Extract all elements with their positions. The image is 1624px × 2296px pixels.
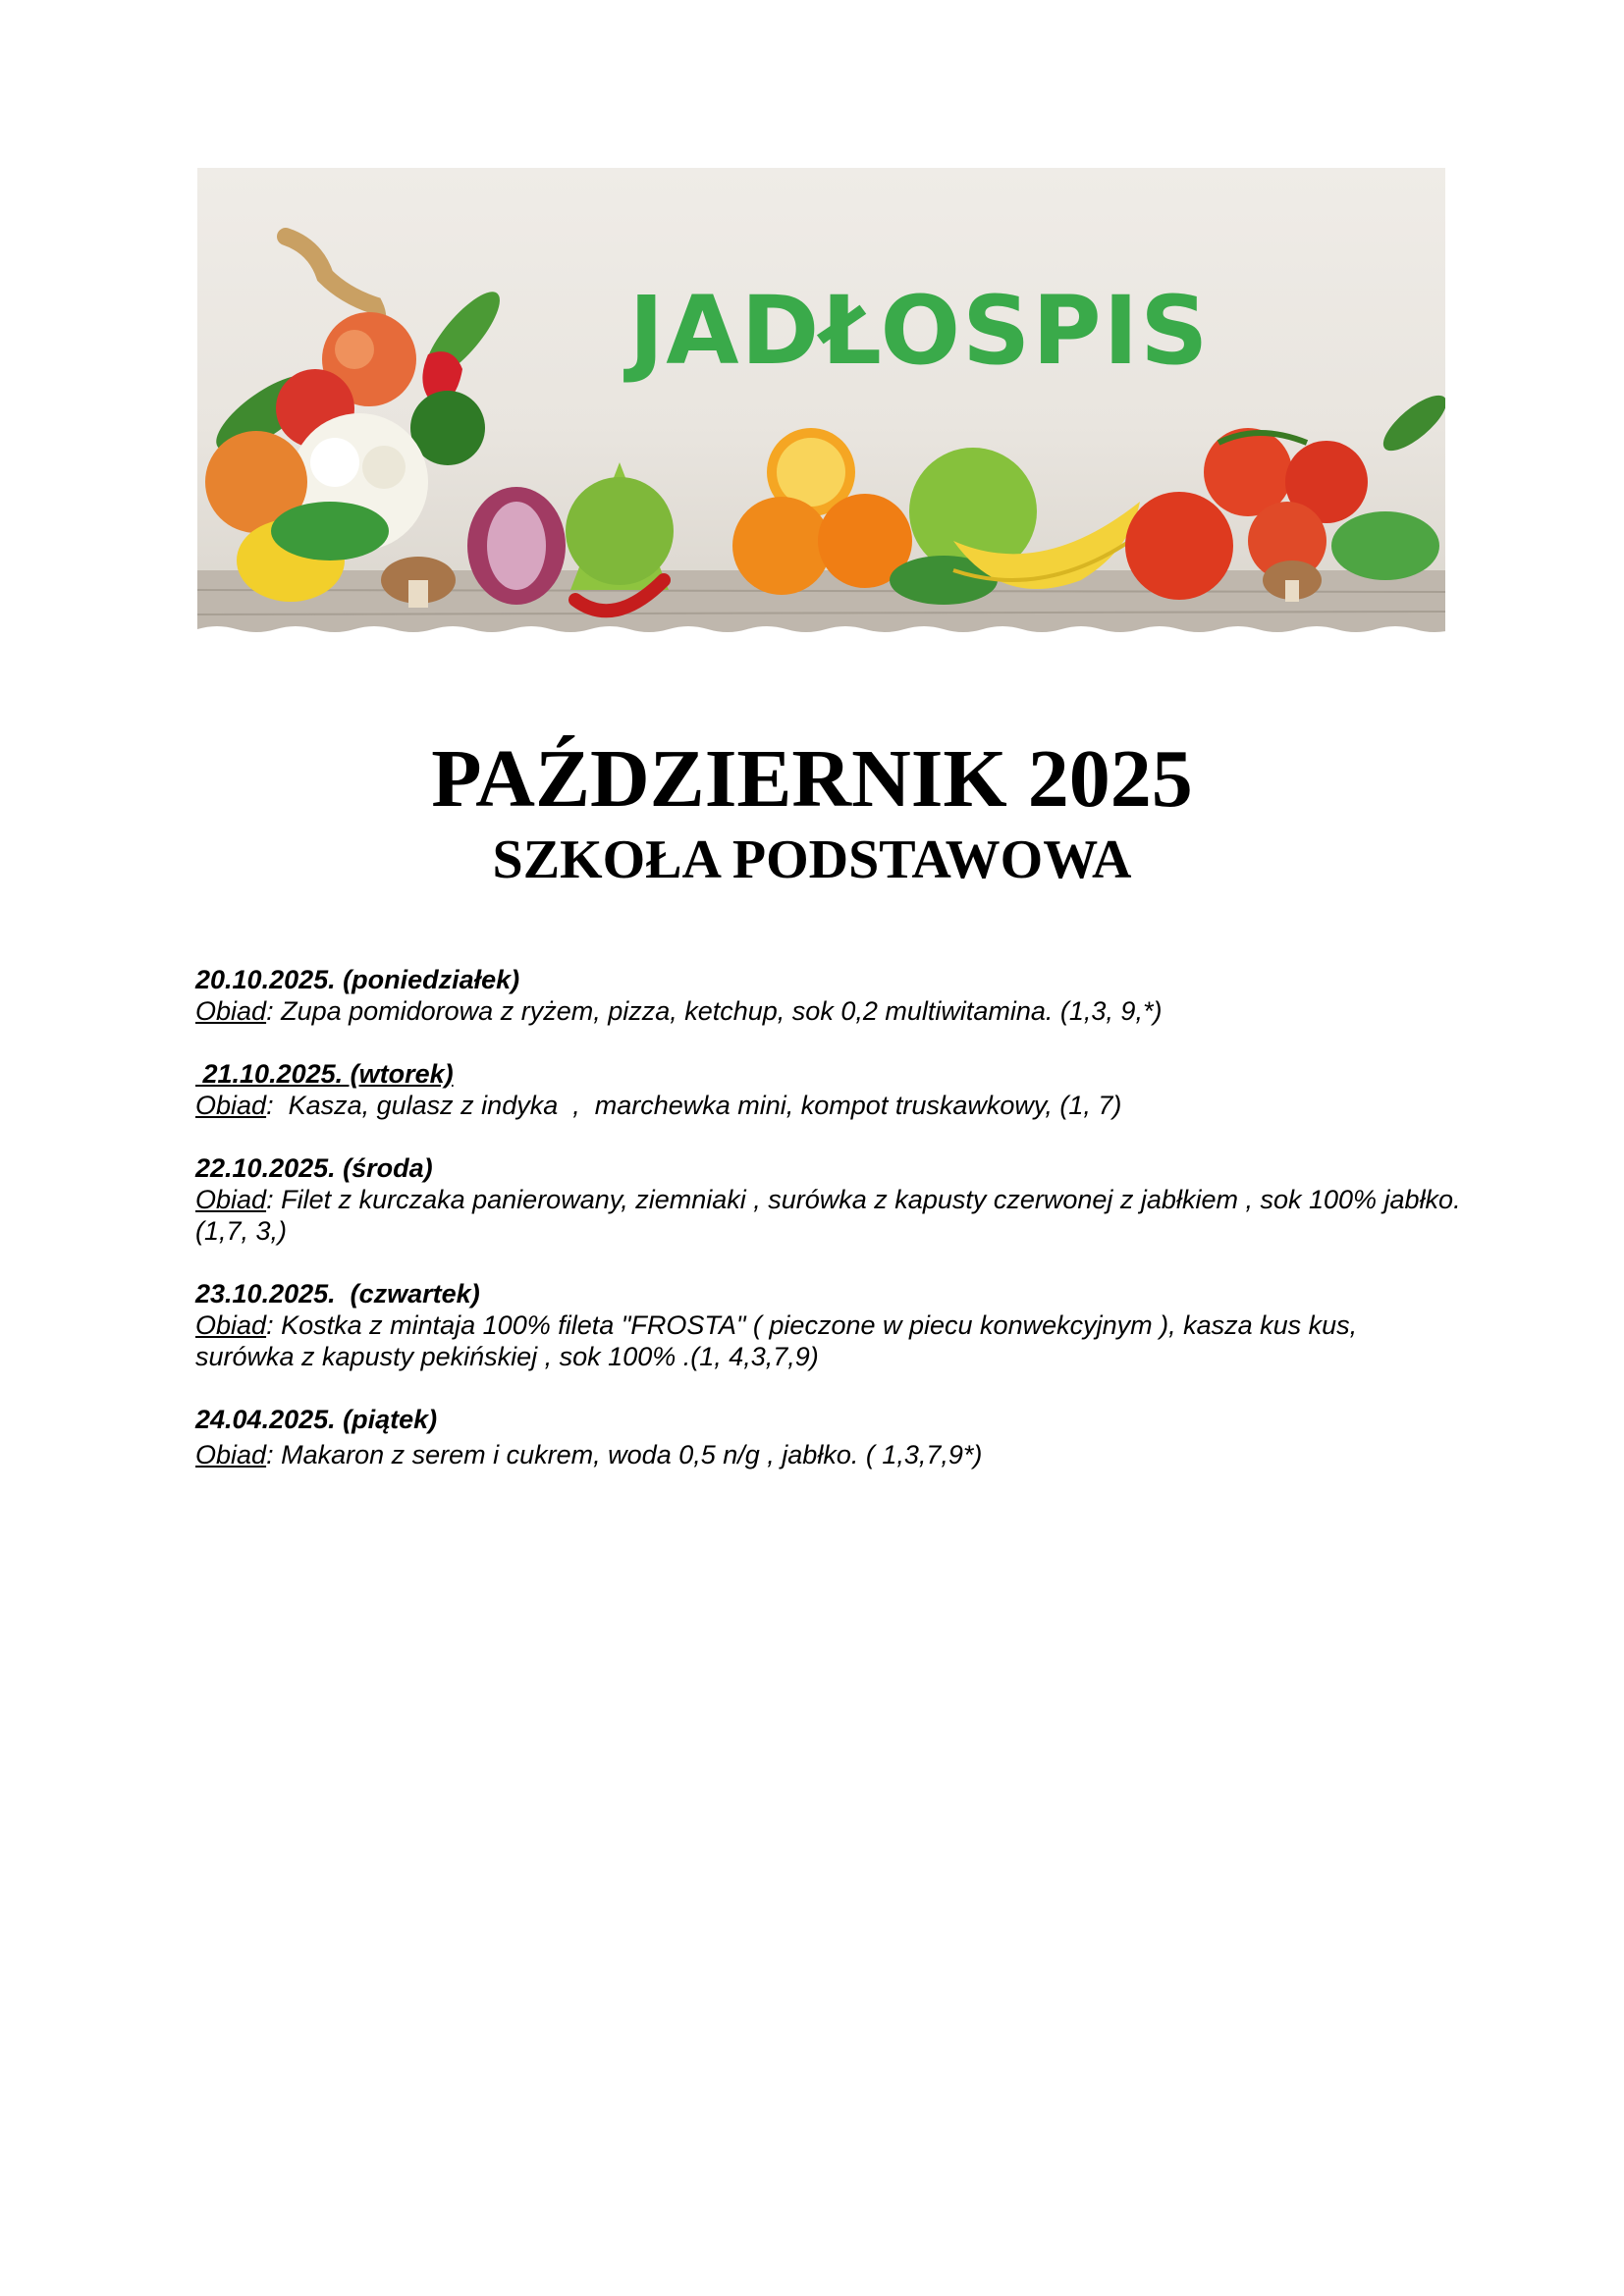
menu-day: [195, 1152, 1462, 1247]
day-meal: Obiad: Zupa pomidorowa z ryżem, pizza, ketchup, sok 0,2 multiwitamina. (1,3, 9,*): [195, 996, 1163, 1026]
meal-label: Obiad: [195, 1440, 267, 1469]
meal-label: Obiad: [195, 1310, 267, 1340]
meal-description: Filet z kurczaka panierowany, ziemniaki , surówka z kapusty czerwonej z jabłkiem , sok 100% jabłko.(1,7, 3,): [195, 1185, 1461, 1246]
page-subtitle: SZKOŁA PODSTAWOWA: [492, 829, 1132, 890]
day-date: 20.10.2025. (poniedziałek): [195, 965, 520, 994]
day-date: 23.10.2025. (czwartek): [195, 1279, 480, 1308]
banner: [197, 168, 1445, 638]
day-date: 22.10.2025. (środa): [195, 1153, 433, 1183]
meal-description: Zupa pomidorowa z ryżem, pizza, ketchup, sok 0,2 multiwitamina. (1,3, 9,*): [273, 996, 1163, 1026]
meal-description: Kostka z mintaja 100% fileta "FROSTA" ( pieczone w piecu konwekcyjnym ), kasza kus kus, surówka z kapusty pekińskiej , sok 100% .(1, 4,3,7,9): [195, 1310, 1358, 1371]
menu-day: [195, 1278, 1462, 1372]
menu-list: [195, 964, 1462, 1502]
banner-title: JADŁOSPIS: [628, 276, 1211, 386]
tomato-icon: [1125, 492, 1233, 600]
menu-day: [195, 1404, 1462, 1470]
day-date: 24.04.2025. (piątek): [195, 1405, 438, 1434]
menu-day: [195, 1058, 1462, 1121]
meal-label: Obiad: [195, 1185, 267, 1214]
meal-description: Makaron z serem i cukrem, woda 0,5 n/g , jabłko. ( 1,3,7,9*): [273, 1440, 983, 1469]
mint-icon: [1331, 511, 1439, 580]
day-meal: Obiad: Kostka z mintaja 100% fileta "FROSTA" ( pieczone w piecu konwekcyjnym ), kasza kus kus, surówka z kapusty pekińskiej , sok 100% .(1, 4,3,7,9): [195, 1310, 1358, 1371]
menu-day: [195, 964, 1462, 1027]
meal-label: Obiad: [195, 996, 267, 1026]
page-title: PAŹDZIERNIK 2025: [431, 733, 1193, 825]
day-meal: Obiad: Makaron z serem i cukrem, woda 0,5 n/g , jabłko. ( 1,3,7,9*): [195, 1440, 983, 1469]
vegetables-illustration: [197, 168, 1445, 638]
day-date: 21.10.2025. (wtorek): [195, 1059, 454, 1089]
meal-label: Obiad: [195, 1091, 267, 1120]
day-meal: Obiad: Kasza, gulasz z indyka , marchewka mini, kompot truskawkowy, (1, 7): [195, 1091, 1122, 1120]
meal-description: Kasza, gulasz z indyka , marchewka mini, kompot truskawkowy, (1, 7): [273, 1091, 1122, 1120]
day-meal: Obiad: Filet z kurczaka panierowany, ziemniaki , surówka z kapusty czerwonej z jabłkiem , sok 100% jabłko.(1,7, 3,): [195, 1185, 1461, 1246]
orange-icon: [732, 497, 831, 595]
